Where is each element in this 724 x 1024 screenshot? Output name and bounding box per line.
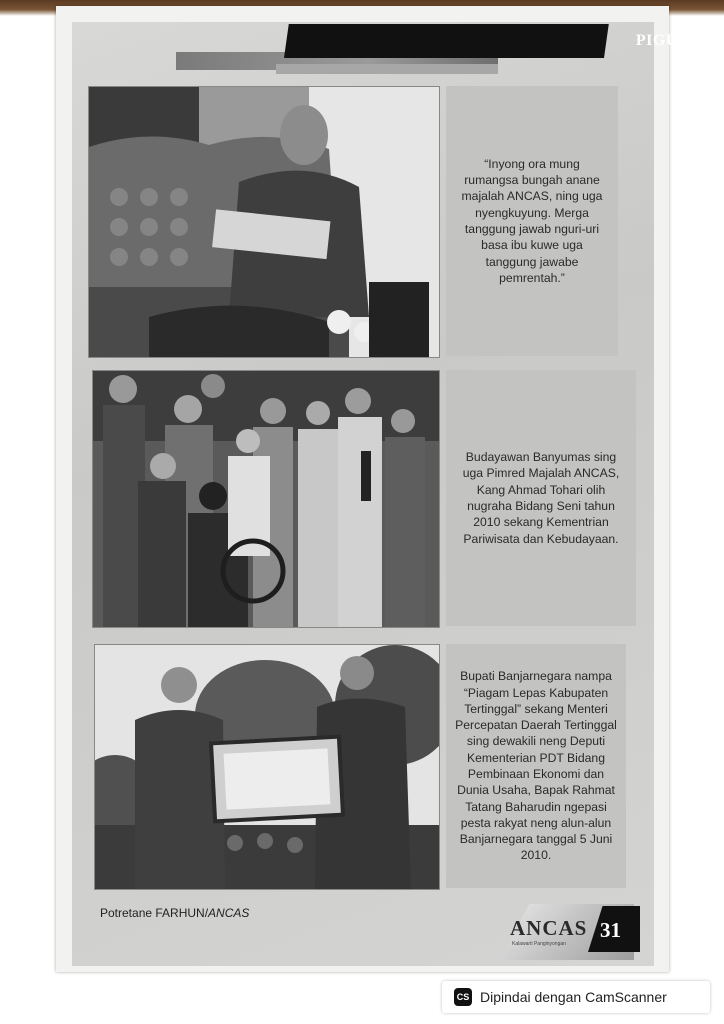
magazine-logo: ANCAS bbox=[510, 916, 588, 940]
camscanner-icon: CS bbox=[454, 988, 472, 1006]
section-title: PIGURA bbox=[635, 32, 702, 49]
caption-3 bbox=[446, 644, 626, 888]
photo-credit-prefix: Potretane FARHUN/ bbox=[100, 906, 209, 920]
photo-certificate-handover bbox=[94, 644, 440, 890]
caption-3-text: Bupati Banjarnegara nampa “Piagam Lepas Kabupaten Tertinggal” sekang Menteri Percepatan Daerah Tertinggal sing dewakili neng Deputi Kementerian PDT Bidang Pembinaan Ekonomi dan Dunia Usaha, Bapak Rahmat Tatang Baharudin ngepasi pesta rakyat neng alun-alun Banjarnegara tanggal 5 Juni 2010. bbox=[455, 669, 617, 863]
caption-2-text: Budayawan Banyumas sing uga Pimred Majalah ANCAS, Kang Ahmad Tohari olih nugraha Bidang Seni tahun 2010 sekang Kementrian Pariwisata dan Kebudayaan. bbox=[462, 450, 620, 546]
camscanner-label: Dipindai dengan CamScanner bbox=[480, 989, 667, 1005]
magazine-tagline: Kalawarti Panginyongan bbox=[512, 941, 566, 947]
camscanner-watermark bbox=[442, 981, 710, 1013]
section-header-bar bbox=[284, 24, 609, 58]
caption-1 bbox=[446, 86, 618, 356]
photo-credit-magazine: ANCAS bbox=[208, 906, 250, 920]
photo-credit bbox=[100, 906, 249, 920]
caption-2 bbox=[446, 370, 636, 626]
header-band-secondary bbox=[276, 64, 498, 74]
photo-official-reading bbox=[88, 86, 440, 358]
photo-award-group bbox=[92, 370, 440, 628]
caption-1-text: “Inyong ora mung rumangsa bungah anane majalah ANCAS, ning uga nyengkuyung. Merga tanggung jawab nguri-uri basa ibu kuwe uga tanggung jawabe pemrentah.” bbox=[461, 156, 603, 285]
page-number: 31 bbox=[600, 918, 621, 942]
